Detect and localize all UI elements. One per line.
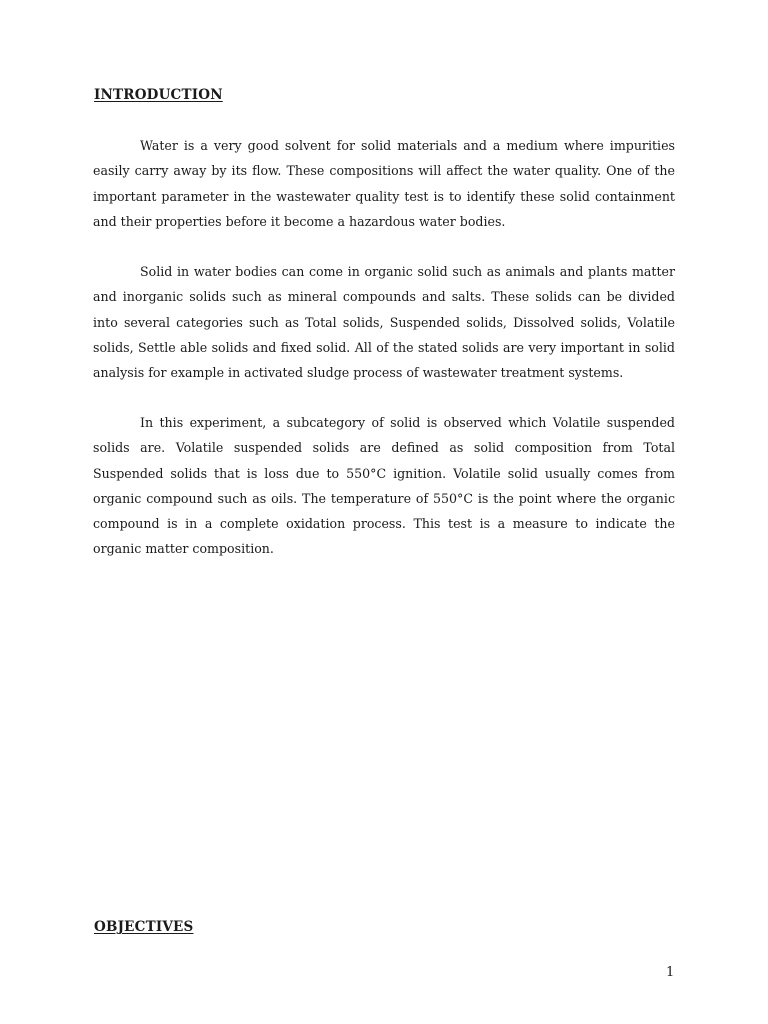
paragraph-2: Solid in water bodies can come in organic solid such as animals and plants matter and inorganic solids such as mineral compounds and salts. These solids can be divided into several categories such as Total solids, Suspended solids, Dissolved solids, Volatile solids, Settle able solids and fixed solid. All of the stated solids are very important in solid analysis for example in activated sludge process of wastewater treatment systems. bbox=[93, 264, 675, 381]
paragraph-1: Water is a very good solvent for solid materials and a medium where impurities easily carry away by its flow. These compositions will affect the water quality. One of the important parameter in the wastewater quality test is to identify these solid containment and their properties before it become a hazardous water bodies. bbox=[93, 138, 675, 229]
page-number: 1 bbox=[666, 965, 675, 980]
paragraph-3: In this experiment, a subcategory of solid is observed which Volatile suspended solids are. Volatile suspended solids are defined as solid composition from Total Suspended solids that is loss due to 550°C ignition. Volatile solid usually comes from organic compound such as oils. The temperature of 550°C is the point where the organic compound is in a complete oxidation process. This test is a measure to indicate the organic matter composition. bbox=[93, 415, 675, 557]
introduction-heading: INTRODUCTION bbox=[94, 87, 223, 103]
objectives-heading: OBJECTIVES bbox=[94, 919, 194, 935]
